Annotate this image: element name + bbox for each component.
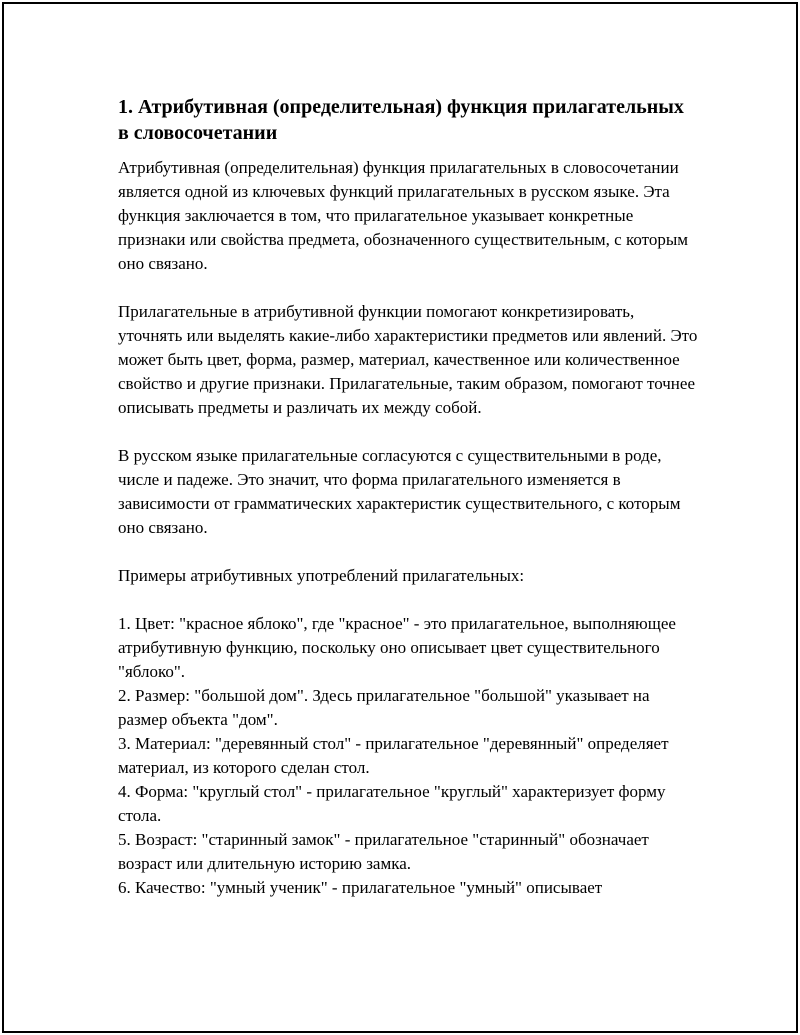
example-item-quality: 6. Качество: "умный ученик" - прилагательное "умный" описывает [118,878,603,897]
document-body [118,94,698,900]
section-heading: 1. Атрибутивная (определительная) функция прилагательных в словосочетании [118,96,684,144]
example-item-size: 2. Размер: "большой дом". Здесь прилагательное "большой" указывает на размер объекта "дом". [118,686,650,729]
paragraph-examples-intro: Примеры атрибутивных употреблений прилагательных: [118,566,525,585]
example-item-color: 1. Цвет: "красное яблоко", где "красное" - это прилагательное, выполняющее атрибутивную функцию, поскольку оно описывает цвет существительного "яблоко". [118,614,676,681]
example-item-shape: 4. Форма: "круглый стол" - прилагательное "круглый" характеризует форму стола. [118,782,666,825]
paragraph-agreement: В русском языке прилагательные согласуются с существительными в роде, числе и падеже. Это значит, что форма прилагательного изменяется в зависимости от грамматических характеристик существительного, с которым оно связано. [118,446,681,537]
paragraph-characteristics: Прилагательные в атрибутивной функции помогают конкретизировать, уточнять или выделять какие-либо характеристики предметов или явлений. Это может быть цвет, форма, размер, материал, качественное или количественное свойство и другие признаки. Прилагательные, таким образом, помогают точнее описывать предметы и различать их между собой. [118,302,698,417]
examples-list [118,612,698,900]
example-item-age: 5. Возраст: "старинный замок" - прилагательное "старинный" обозначает возраст или длительную историю замка. [118,830,649,873]
example-item-material: 3. Материал: "деревянный стол" - прилагательное "деревянный" определяет материал, из которого сделан стол. [118,734,669,777]
paragraph-intro: Атрибутивная (определительная) функция прилагательных в словосочетании является одной из ключевых функций прилагательных в русском языке. Эта функция заключается в том, что прилагательное указывает конкретные признаки или свойства предмета, обозначенного существительным, с которым оно связано. [118,158,689,273]
